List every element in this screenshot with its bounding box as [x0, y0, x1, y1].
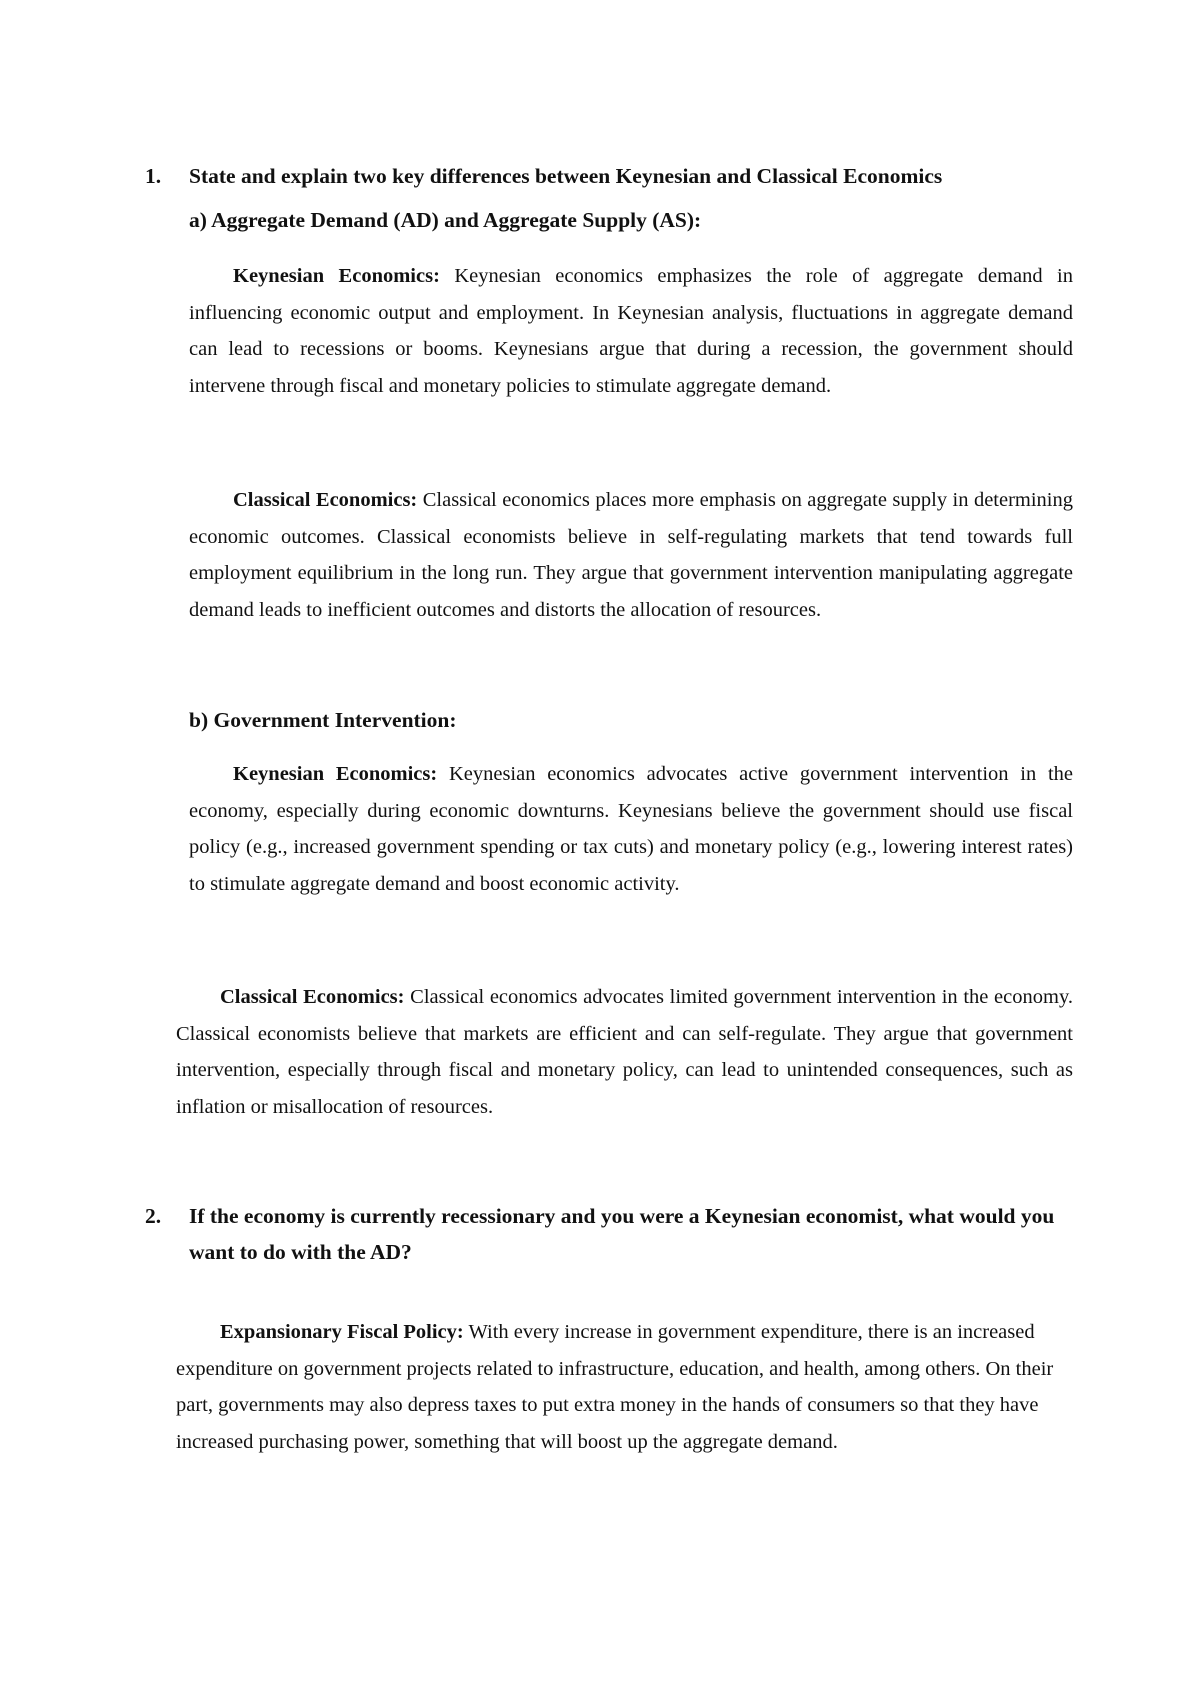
- section-b-keynesian-text: Keynesian economics advocates active government intervention in the economy, especially during economic downturns. Keynesians believe the government should use fiscal policy (e.g., increased government spending or tax cuts) and monetary policy (e.g., lowering interest rates) to stimulate aggregate demand and boost economic activity.: [189, 763, 1073, 895]
- section-b-keynesian-paragraph: [189, 756, 1073, 902]
- question-2-answer-text: With every increase in government expenditure, there is an increased expenditure on government projects related to infrastructure, education, and health, among others. On their part, governments may also depress taxes to put extra money in the hands of consumers so that they have increased purchasing power, something that will boost up the aggregate demand.: [176, 1321, 1054, 1453]
- section-a-keynesian-label: Keynesian Economics:: [233, 265, 440, 287]
- question-2-answer-paragraph: [176, 1314, 1066, 1460]
- section-b-classical-label: Classical Economics:: [220, 986, 405, 1008]
- section-b-classical-text: Classical economics advocates limited government intervention in the economy. Classical economists believe that markets are efficient and can self-regulate. They argue that government intervention, especially through fiscal and monetary policy, can lead to unintended consequences, such as inflation or misallocation of resources.: [176, 986, 1073, 1118]
- section-a-classical-label: Classical Economics:: [233, 489, 418, 511]
- section-a-keynesian-paragraph: [189, 258, 1073, 404]
- section-a-classical-text: Classical economics places more emphasis on aggregate supply in determining economic outcomes. Classical economists believe in self-regulating markets that tend towards full employment equilibrium in the long run. They argue that government intervention manipulating aggregate demand leads to inefficient outcomes and distorts the allocation of resources.: [189, 489, 1073, 621]
- question-2-title: If the economy is currently recessionary and you were a Keynesian economist, what would you want to do with the AD?: [189, 1204, 1055, 1264]
- section-b-classical-paragraph: [176, 979, 1073, 1125]
- question-1-heading: [145, 158, 1070, 194]
- section-b-keynesian-label: Keynesian Economics:: [233, 763, 438, 785]
- question-2-answer-label: Expansionary Fiscal Policy:: [220, 1321, 464, 1343]
- question-1-title: State and explain two key differences between Keynesian and Classical Economics: [189, 164, 943, 188]
- question-1-number: 1.: [145, 164, 162, 188]
- question-2-heading: [145, 1198, 1070, 1270]
- section-a-classical-paragraph: [189, 482, 1073, 628]
- section-b-heading: b) Government Intervention:: [189, 708, 457, 732]
- section-a-keynesian-text: Keynesian economics emphasizes the role of aggregate demand in influencing economic output and employment. In Keynesian analysis, fluctuations in aggregate demand can lead to recessions or booms. Keynesians argue that during a recession, the government should intervene through fiscal and monetary policies to stimulate aggregate demand.: [189, 265, 1073, 397]
- question-2-number: 2.: [145, 1204, 162, 1228]
- section-a-heading: a) Aggregate Demand (AD) and Aggregate Supply (AS):: [189, 208, 702, 232]
